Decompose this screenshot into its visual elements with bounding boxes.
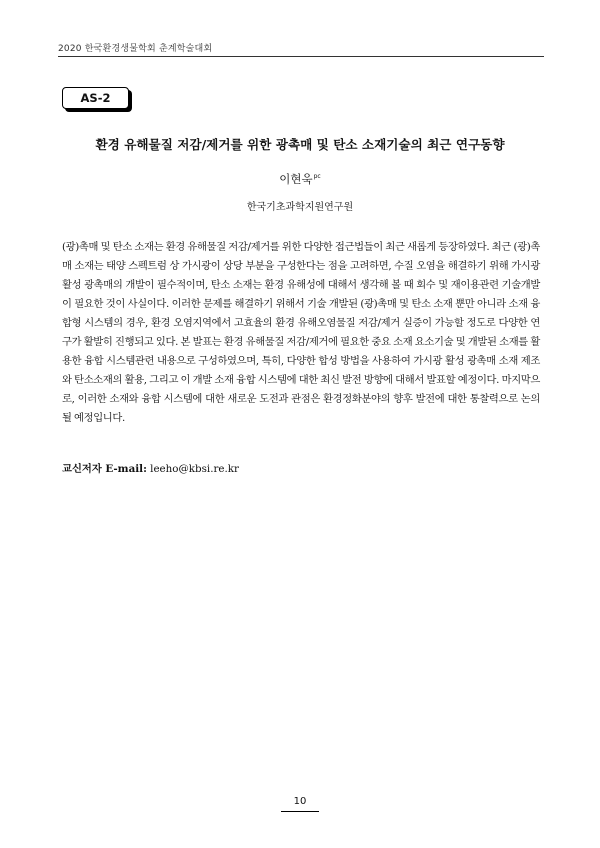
page-number-underline	[281, 811, 319, 812]
paper-title: 환경 유해물질 저감/제거를 위한 광촉매 및 탄소 소재기술의 최근 연구동향	[95, 137, 505, 152]
abstract	[62, 238, 540, 428]
corresponding-email[interactable]: leeho@kbsi.re.kr	[150, 463, 239, 475]
author-mark: pc	[313, 173, 321, 180]
corresponding-label: 교신저자 E-mail:	[62, 463, 147, 475]
page-number: 10	[293, 796, 307, 807]
running-header: 2020 한국환경생물학회 춘계학술대회	[58, 44, 213, 54]
author-name: 이현욱	[279, 172, 313, 186]
header-divider	[58, 56, 544, 57]
affiliation: 한국기초과학지원연구원	[246, 202, 354, 213]
abstract-text: (광)촉매 및 탄소 소재는 환경 유해물질 저감/제거를 위한 다양한 접근법들이 최근 새롭게 등장하였다. 최근 (광)촉매 소재는 태양 스펙트럼 상 가시광이 상당 부분을 구성한다는 점을 고려하면, 수질 오염을 해결하기 위해 가시광 활성 광촉매의 개발이 필수적이며, 탄소 소재는 환경 유해성에 대해서 생각해 볼 때 회수 및 재이용관련 기술개발이 필요한 것이 사실이다. 이러한 문제를 해결하기 위해서 기술 개발된 (광)촉매 및 탄소 소재 뿐만 아니라 소재 융합형 시스템의 경우, 환경 오염지역에서 고효율의 환경 유해오염물질 저감/제거 실증이 가능할 정도로 다양한 연구가 활발히 진행되고 있다. 본 발표는 환경 유해물질 저감/제거에 필요한 중요 소재 요소기술 및 개발된 소재를 활용한 융합 시스템관련 내용으로 구성하였으며, 특히, 다양한 합성 방법을 사용하여 가시광 활성 광촉매 소재 제조와 탄소소재의 활용, 그리고 이 개발 소재 융합 시스템에 대한 최신 발전 방향에 대해서 발표할 예정이다. 마지막으로, 이러한 소재와 융합 시스템에 대한 새로운 도전과 관점은 환경정화분야의 향후 발전에 대한 통찰력으로 논의 될 예정입니다.	[62, 241, 540, 424]
corresponding-author	[62, 460, 239, 475]
author-line	[40, 171, 560, 187]
session-code-badge: AS-2	[62, 87, 129, 109]
